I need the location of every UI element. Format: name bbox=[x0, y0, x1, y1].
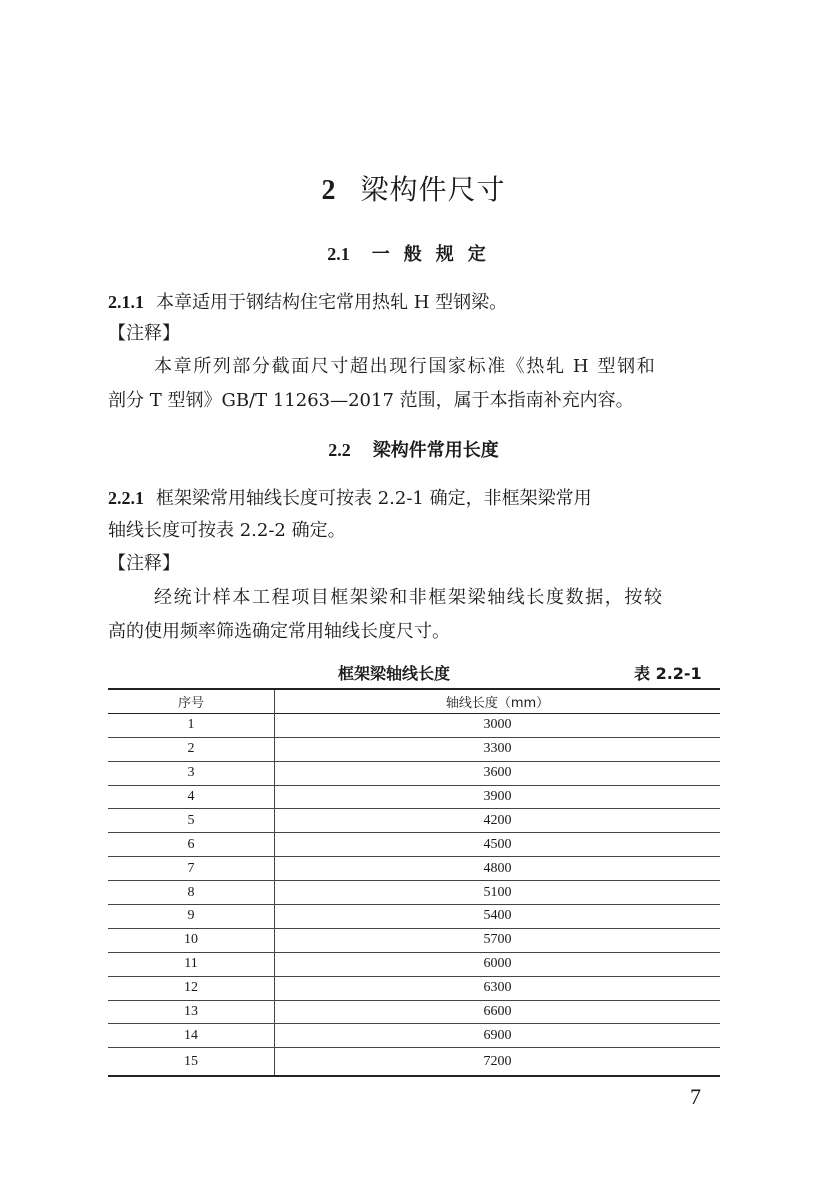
row-index-cell: 12 bbox=[108, 976, 275, 1000]
row-index-cell: 3 bbox=[108, 761, 275, 785]
table-row bbox=[108, 1000, 720, 1024]
section-number: 2.1 bbox=[327, 244, 350, 264]
clause-text: 本章适用于钢结构住宅常用热轧 H 型钢梁。 bbox=[156, 292, 508, 313]
clause-text: 框架梁常用轴线长度可按表 2.2-1 确定，非框架梁常用 bbox=[156, 488, 592, 509]
axis-length-cell: 3900 bbox=[483, 789, 512, 804]
note-text-line: 剖分 T 型钢》GB/T 11263—2017 范围，属于本指南补充内容。 bbox=[108, 390, 634, 411]
table-title: 框架梁轴线长度 bbox=[338, 664, 451, 683]
axis-length-cell: 4800 bbox=[483, 860, 512, 876]
note-text-line: 经统计样本工程项目框架梁和非框架梁轴线长度数据，按较 bbox=[154, 587, 664, 608]
table-row bbox=[108, 761, 720, 785]
clause-2-2-1 bbox=[108, 485, 720, 512]
row-index-cell: 13 bbox=[108, 1000, 275, 1024]
column-header-length: 轴线长度（mm） bbox=[445, 695, 550, 711]
section-heading-2-1 bbox=[0, 240, 827, 266]
axis-length-cell: 6000 bbox=[483, 956, 512, 972]
table-row bbox=[108, 928, 720, 952]
table-row bbox=[108, 1024, 720, 1048]
clause-number: 2.1.1 bbox=[108, 292, 144, 312]
axis-length-cell: 3600 bbox=[483, 765, 512, 781]
page-number: 7 bbox=[690, 1084, 701, 1109]
axis-length-cell: 7200 bbox=[483, 1053, 512, 1069]
section-title: 一般规定 bbox=[371, 244, 500, 265]
row-index-cell: 9 bbox=[108, 905, 275, 929]
axis-length-cell: 4500 bbox=[483, 836, 512, 852]
table-row bbox=[108, 1048, 720, 1076]
row-index-cell: 8 bbox=[108, 881, 275, 905]
row-index-cell: 7 bbox=[108, 857, 275, 881]
axis-length-cell: 3300 bbox=[483, 741, 512, 757]
chapter-title bbox=[0, 168, 827, 208]
clause-2-1-1 bbox=[108, 289, 720, 316]
table-row bbox=[108, 737, 720, 761]
axis-length-cell: 6900 bbox=[483, 1027, 512, 1043]
row-index-cell: 4 bbox=[108, 785, 275, 809]
table-row bbox=[108, 881, 720, 905]
row-index-cell: 1 bbox=[108, 713, 275, 737]
axis-length-cell: 6600 bbox=[483, 1004, 512, 1020]
row-index-cell: 14 bbox=[108, 1024, 275, 1048]
table-header-row bbox=[108, 689, 720, 713]
table-row bbox=[108, 809, 720, 833]
axis-length-cell: 4200 bbox=[483, 812, 512, 828]
section-heading-2-2 bbox=[0, 436, 827, 462]
row-index-cell: 2 bbox=[108, 737, 275, 761]
table-row bbox=[108, 952, 720, 976]
table-number: 表 2.2-1 bbox=[634, 664, 702, 683]
axis-length-table bbox=[108, 688, 720, 1077]
table-row bbox=[108, 833, 720, 857]
row-index-cell: 11 bbox=[108, 952, 275, 976]
note-label: 【注释】 bbox=[108, 323, 180, 344]
section-title: 梁构件常用长度 bbox=[372, 440, 499, 461]
note-text-line: 本章所列部分截面尺寸超出现行国家标准《热轧 H 型钢和 bbox=[154, 356, 657, 377]
column-header-index: 序号 bbox=[108, 689, 275, 713]
clause-number: 2.2.1 bbox=[108, 488, 144, 508]
chapter-title-text: 梁构件尺寸 bbox=[360, 173, 506, 206]
table-row bbox=[108, 785, 720, 809]
axis-length-cell: 5400 bbox=[483, 908, 512, 924]
row-index-cell: 10 bbox=[108, 928, 275, 952]
row-index-cell: 5 bbox=[108, 809, 275, 833]
axis-length-cell: 6300 bbox=[483, 980, 512, 996]
row-index-cell: 15 bbox=[108, 1048, 275, 1076]
axis-length-cell: 5100 bbox=[483, 884, 512, 900]
axis-length-cell: 3000 bbox=[483, 717, 512, 733]
section-number: 2.2 bbox=[328, 440, 351, 460]
table-row bbox=[108, 857, 720, 881]
axis-length-cell: 5700 bbox=[483, 932, 512, 948]
chapter-number: 2 bbox=[321, 175, 337, 206]
table-row bbox=[108, 905, 720, 929]
note-label: 【注释】 bbox=[108, 553, 180, 574]
note-text-line: 高的使用频率筛选确定常用轴线长度尺寸。 bbox=[108, 621, 450, 642]
row-index-cell: 6 bbox=[108, 833, 275, 857]
clause-text-line: 轴线长度可按表 2.2-2 确定。 bbox=[108, 520, 346, 541]
table-body bbox=[108, 713, 720, 1075]
table-row bbox=[108, 976, 720, 1000]
table-row bbox=[108, 713, 720, 737]
